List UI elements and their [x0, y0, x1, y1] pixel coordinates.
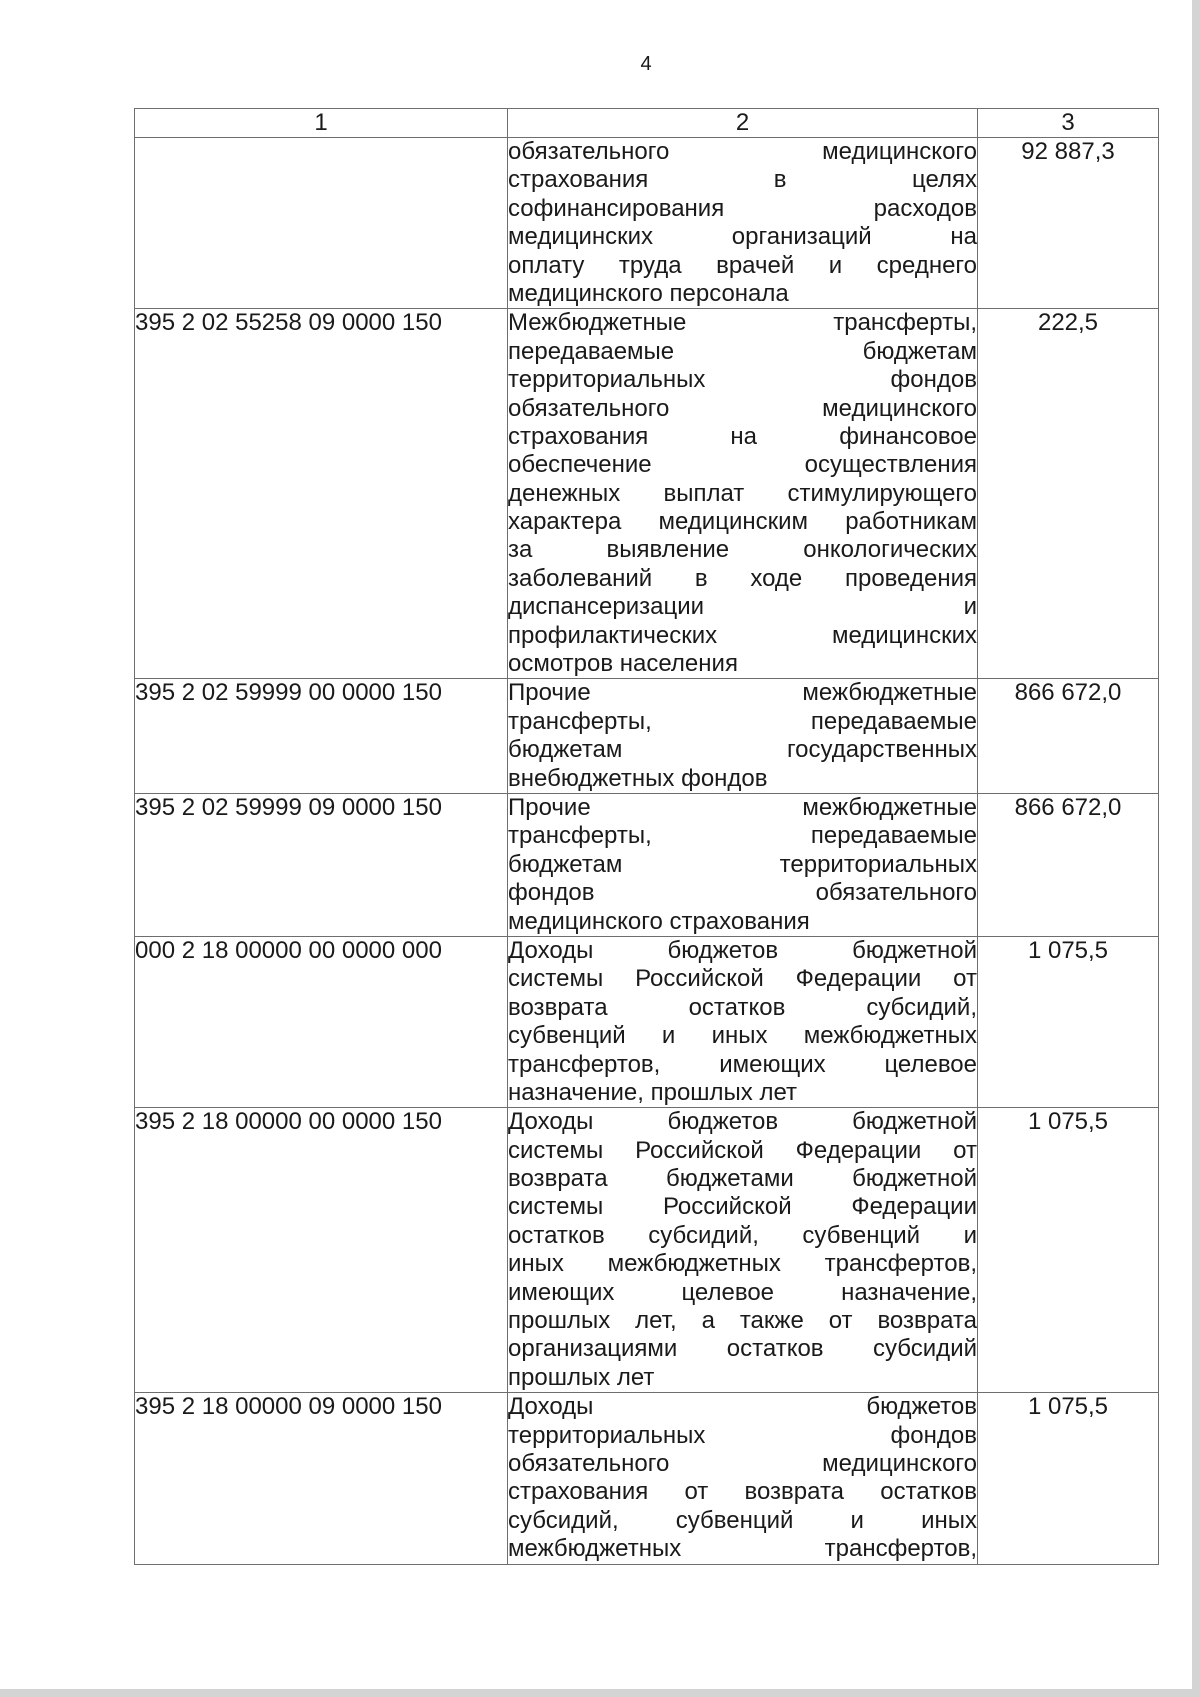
description-line: назначение, прошлых лет — [508, 1078, 798, 1106]
budget-code-cell: 000 2 18 00000 00 0000 000 — [135, 936, 508, 1107]
description-line: трансфертов, имеющих целевое — [508, 1050, 977, 1078]
description-line: Межбюджетные трансферты, — [508, 309, 977, 337]
description-line: медицинского персонала — [508, 279, 789, 307]
budget-code-cell: 395 2 18 00000 09 0000 150 — [135, 1393, 508, 1564]
page-number: 4 — [640, 53, 652, 75]
description-line: диспансеризации и — [508, 593, 977, 621]
table-row — [135, 1393, 1159, 1564]
description-line: фондов обязательного — [508, 879, 977, 907]
description-line: межбюджетных трансфертов, — [508, 1535, 977, 1563]
description-line: иных межбюджетных трансфертов, — [508, 1250, 977, 1278]
budget-code-cell: 395 2 02 59999 09 0000 150 — [135, 793, 508, 936]
description-line: обязательного медицинского — [508, 1449, 977, 1477]
description-line: Доходы бюджетов — [508, 1393, 977, 1421]
description-line: обеспечение осуществления — [508, 451, 977, 479]
description-line: субвенций и иных межбюджетных — [508, 1022, 977, 1050]
description-line: медицинского страхования — [508, 907, 810, 935]
description-line: имеющих целевое назначение, — [508, 1278, 977, 1306]
description-cell — [508, 1393, 978, 1564]
amount-cell: 1 075,5 — [978, 1108, 1159, 1393]
description-line: возврата бюджетами бюджетной — [508, 1165, 977, 1193]
budget-code-cell — [135, 138, 508, 309]
amount-cell: 1 075,5 — [978, 936, 1159, 1107]
income-table — [134, 108, 1159, 1565]
description-line: страхования на финансовое — [508, 422, 977, 450]
amount-cell: 866 672,0 — [978, 679, 1159, 794]
description-cell — [508, 309, 978, 679]
description-line: обязательного медицинского — [508, 138, 977, 165]
description-line: системы Российской Федерации от — [508, 1136, 977, 1164]
description-line: трансферты, передаваемые — [508, 707, 977, 735]
description-line: за выявление онкологических — [508, 536, 977, 564]
description-line: остатков субсидий, субвенций и — [508, 1221, 977, 1249]
description-line: страхования от возврата остатков — [508, 1478, 977, 1506]
description-line: заболеваний в ходе проведения — [508, 564, 977, 592]
description-line: медицинских организаций на — [508, 223, 977, 251]
description-line: прошлых лет — [508, 1363, 655, 1391]
column-header-amount: 3 — [978, 109, 1159, 138]
description-line: внебюджетных фондов — [508, 764, 768, 792]
table-header-row — [135, 109, 1159, 138]
description-line: прошлых лет, а также от возврата — [508, 1307, 977, 1335]
description-line: Прочие межбюджетные — [508, 679, 977, 707]
budget-code-cell: 395 2 02 55258 09 0000 150 — [135, 309, 508, 679]
description-line: характера медицинским работникам — [508, 508, 977, 536]
description-line: возврата остатков субсидий, — [508, 993, 977, 1021]
description-cell — [508, 138, 978, 309]
amount-cell: 1 075,5 — [978, 1393, 1159, 1564]
budget-code-cell: 395 2 18 00000 00 0000 150 — [135, 1108, 508, 1393]
description-cell — [508, 936, 978, 1107]
description-line: осмотров населения — [508, 650, 738, 678]
table-row — [135, 936, 1159, 1107]
description-cell — [508, 1108, 978, 1393]
description-line: организациями остатков субсидий — [508, 1335, 977, 1363]
description-line: бюджетам территориальных — [508, 850, 977, 878]
amount-cell: 222,5 — [978, 309, 1159, 679]
description-line: бюджетам государственных — [508, 736, 977, 764]
table-body — [135, 138, 1159, 1565]
table-row — [135, 138, 1159, 309]
description-line: субсидий, субвенций и иных — [508, 1506, 977, 1534]
description-line: территориальных фондов — [508, 1421, 977, 1449]
description-line: трансферты, передаваемые — [508, 822, 977, 850]
description-line: денежных выплат стимулирующего — [508, 479, 977, 507]
amount-cell: 866 672,0 — [978, 793, 1159, 936]
description-line: профилактических медицинских — [508, 621, 977, 649]
table-row — [135, 679, 1159, 794]
amount-cell: 92 887,3 — [978, 138, 1159, 309]
description-line: Прочие межбюджетные — [508, 793, 977, 821]
table-row — [135, 1108, 1159, 1393]
description-line: территориальных фондов — [508, 366, 977, 394]
column-header-code: 1 — [135, 109, 508, 138]
description-cell — [508, 679, 978, 794]
description-line: Доходы бюджетов бюджетной — [508, 936, 977, 964]
table-row — [135, 793, 1159, 936]
description-line: передаваемые бюджетам — [508, 337, 977, 365]
column-header-description: 2 — [508, 109, 978, 138]
description-line: страхования в целях — [508, 166, 977, 194]
description-line: оплату труда врачей и среднего — [508, 251, 977, 279]
description-line: системы Российской Федерации — [508, 1193, 977, 1221]
description-line: обязательного медицинского — [508, 394, 977, 422]
budget-code-cell: 395 2 02 59999 00 0000 150 — [135, 679, 508, 794]
description-line: Доходы бюджетов бюджетной — [508, 1108, 977, 1136]
description-cell — [508, 793, 978, 936]
description-line: системы Российской Федерации от — [508, 965, 977, 993]
table-row — [135, 309, 1159, 679]
description-line: софинансирования расходов — [508, 194, 977, 222]
